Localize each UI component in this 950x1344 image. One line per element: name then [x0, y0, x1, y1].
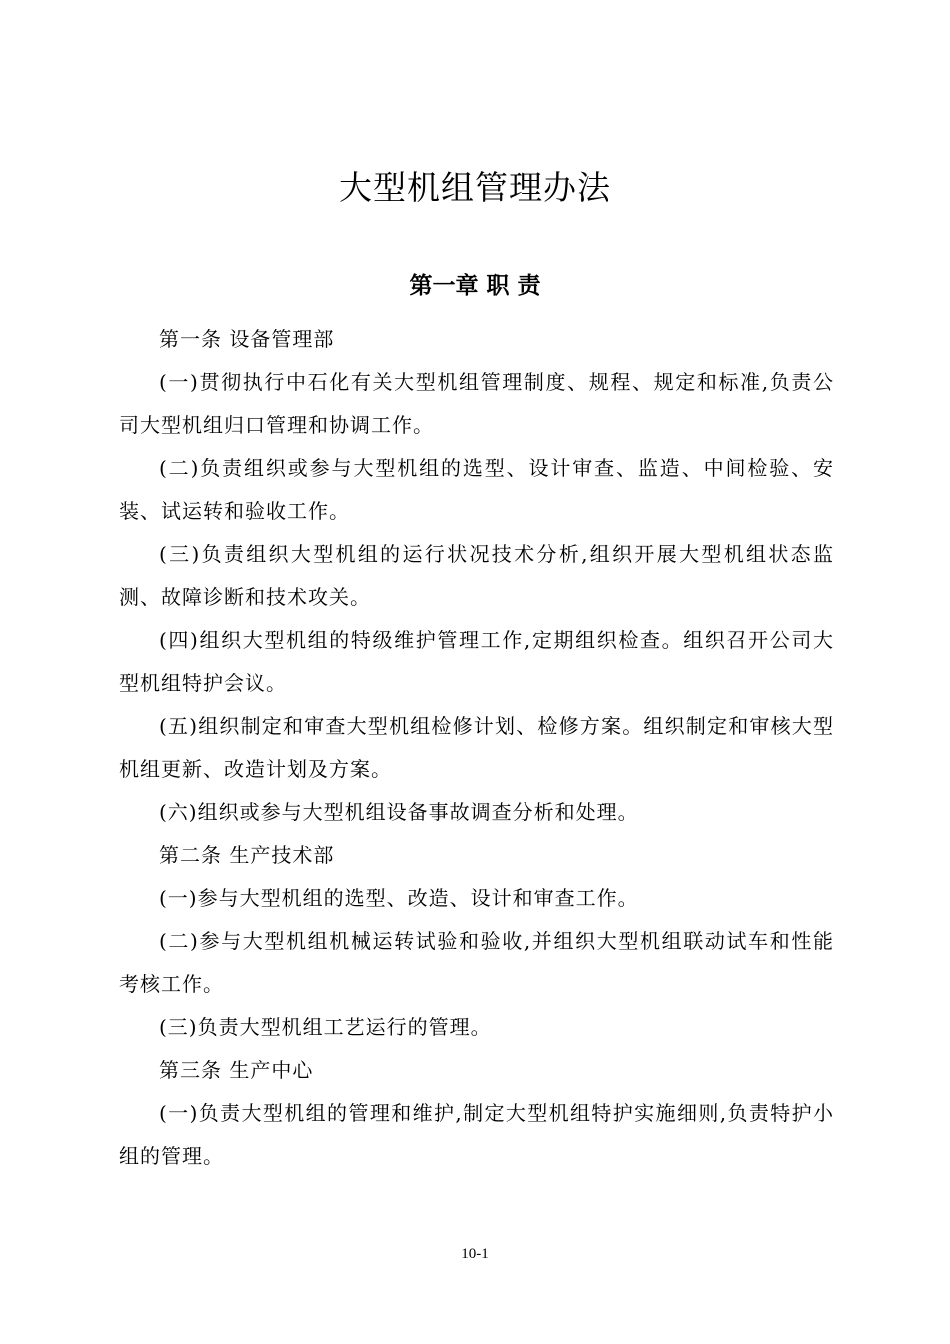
chapter-title: 第一章 职 责 — [409, 273, 541, 299]
document-title: 大型机组管理办法 — [339, 168, 611, 207]
article-2-item-3: (三)负责大型机组工艺运行的管理。 — [159, 1015, 492, 1039]
article-1-heading: 第一条 设备管理部 — [159, 327, 335, 351]
article-2-item-2: (二)参与大型机组机械运转试验和验收,并组织大型机组联动试车和性能考核工作。 — [119, 929, 834, 996]
article-1-item-4: (四)组织大型机组的特级维护管理工作,定期组织检查。组织召开公司大型机组特护会议。 — [119, 628, 834, 695]
article-1-item-6: (六)组织或参与大型机组设备事故调查分析和处理。 — [159, 800, 639, 824]
article-2-item-1: (一)参与大型机组的选型、改造、设计和审查工作。 — [159, 886, 639, 910]
article-3-heading: 第三条 生产中心 — [159, 1058, 314, 1082]
article-2-heading: 第二条 生产技术部 — [159, 843, 335, 867]
article-1-item-3: (三)负责组织大型机组的运行状况技术分析,组织开展大型机组状态监测、故障诊断和技术攻关。 — [119, 542, 834, 609]
article-3-item-1: (一)负责大型机组的管理和维护,制定大型机组特护实施细则,负责特护小组的管理。 — [119, 1101, 834, 1168]
article-1-item-1: (一)贯彻执行中石化有关大型机组管理制度、规程、规定和标准,负责公司大型机组归口管理和协调工作。 — [119, 370, 834, 437]
article-1-item-5: (五)组织制定和审查大型机组检修计划、检修方案。组织制定和审核大型机组更新、改造计划及方案。 — [119, 714, 834, 781]
page-number: 10-1 — [461, 1246, 489, 1262]
document-body — [119, 318, 834, 1178]
article-1-item-2: (二)负责组织或参与大型机组的选型、设计审查、监造、中间检验、安装、试运转和验收工作。 — [119, 456, 834, 523]
